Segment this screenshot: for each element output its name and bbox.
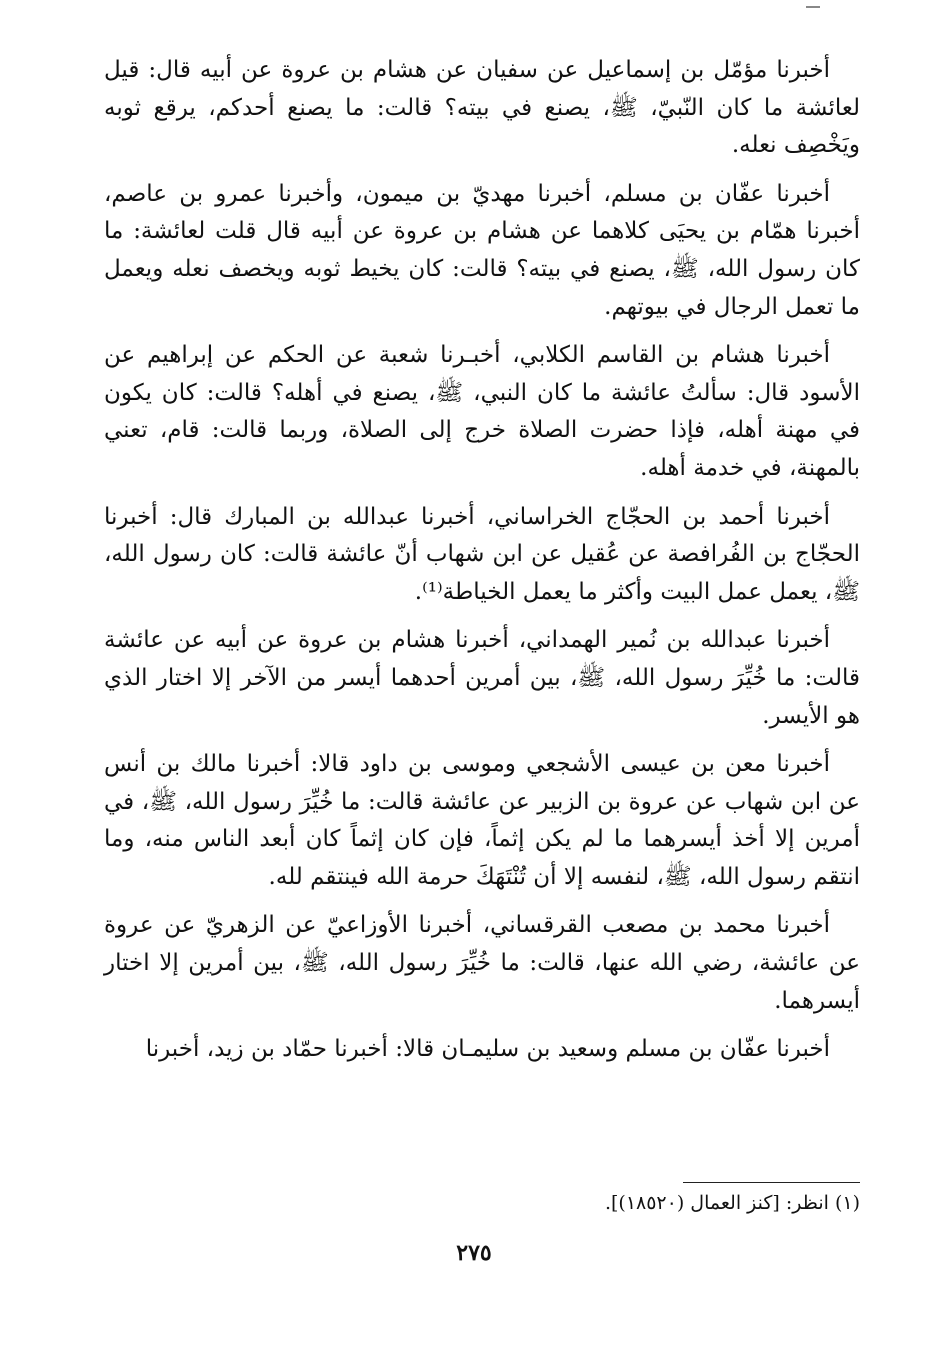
footnote-divider [683,1182,860,1183]
main-text [104,52,860,1080]
paragraph: أخبرنا عفّان بن مسلم، أخبرنا مهديّ بن ميمون، وأخبرنا عمرو بن عاصم، أخبرنا همّام بن يحيَى كلاهما عن هشام بن عروة عن أبيه قال قلت لعائشة: ما كان رسول الله، ﷺ، يصنع في بيته؟ قالت: كان يخيط ثوبه ويخصف نعله ويعمل ما تعمل الرجال في بيوتهم. [104,180,860,320]
footnote: (١) انظر: [كنز العمال (١٨٥٢٠)]. [604,1192,860,1214]
paragraph: أخبرنا هشام بن القاسم الكلابي، أخبـرنا شعبة عن الحكم عن إبراهيم عن الأسود قال: سألتُ عائشة ما كان النبي، ﷺ، يصنع في أهله؟ قالت: كان يكون في مهنة أهله، فإذا حضرت الصلاة خرج إلى الصلاة، وربما قالت: قام، تعني بالمهنة، في خدمة أهله. [104,342,860,481]
paragraph: أخبرنا عفّان بن مسلم وسعيد بن سليمـان قالا: أخبرنا حمّاد بن زيد، أخبرنا [145,1036,830,1063]
scan-edge-mark [806,6,820,8]
paragraph: أخبرنا معن بن عيسى الأشجعي وموسى بن داود قالا: أخبرنا مالك بن أنس عن ابن شهاب عن عروة بن الزبير عن عائشة قالت: ما خُيِّرَ رسول الله، ﷺ، في أمرين إلا أخذ أيسرهما ما لم يكن إثماً، فإن كان إثماً كان أبعد الناس منه، وما انتقم رسول الله، ﷺ، لنفسه إلا أن تُنْتَهَكَ حرمة الله فينتقم لله. [104,751,860,890]
paragraph: أخبرنا مؤمّل بن إسماعيل عن سفيان عن هشام بن عروة عن أبيه قال: قيل لعائشة ما كان النّبيّ، ﷺ، يصنع في بيته؟ قالت: ما يصنع أحدكم، يرقع ثوبه ويَخْصِف نعله. [104,57,860,159]
paragraph: أخبرنا أحمد بن الحجّاج الخراساني، أخبرنا عبدالله بن المبارك قال: أخبرنا الحجّاج بن الفُرافصة عن عُقيل عن ابن شهاب أنّ عائشة قالت: كان رسول الله، ﷺ، يعمل عمل البيت وأكثر ما يعمل الخياطة⁽¹⁾. [104,503,860,605]
paragraph: أخبرنا عبدالله بن نُمير الهمداني، أخبرنا هشام بن عروة عن أبيه عن عائشة قالت: ما خُيِّرَ رسول الله، ﷺ، بين أمرين أحدهما أيسر من الآخر إلا اختار الذي هو الأيسر. [104,627,860,729]
page-number: ٢٧٥ [456,1240,492,1266]
paragraph: أخبرنا محمد بن مصعب القرقساني، أخبرنا الأوزاعيّ عن الزهريّ عن عروة عن عائشة، رضي الله عنها، قالت: ما خُيِّرَ رسول الله، ﷺ، بين أمرين إلا اختار أيسرهما. [104,912,860,1014]
